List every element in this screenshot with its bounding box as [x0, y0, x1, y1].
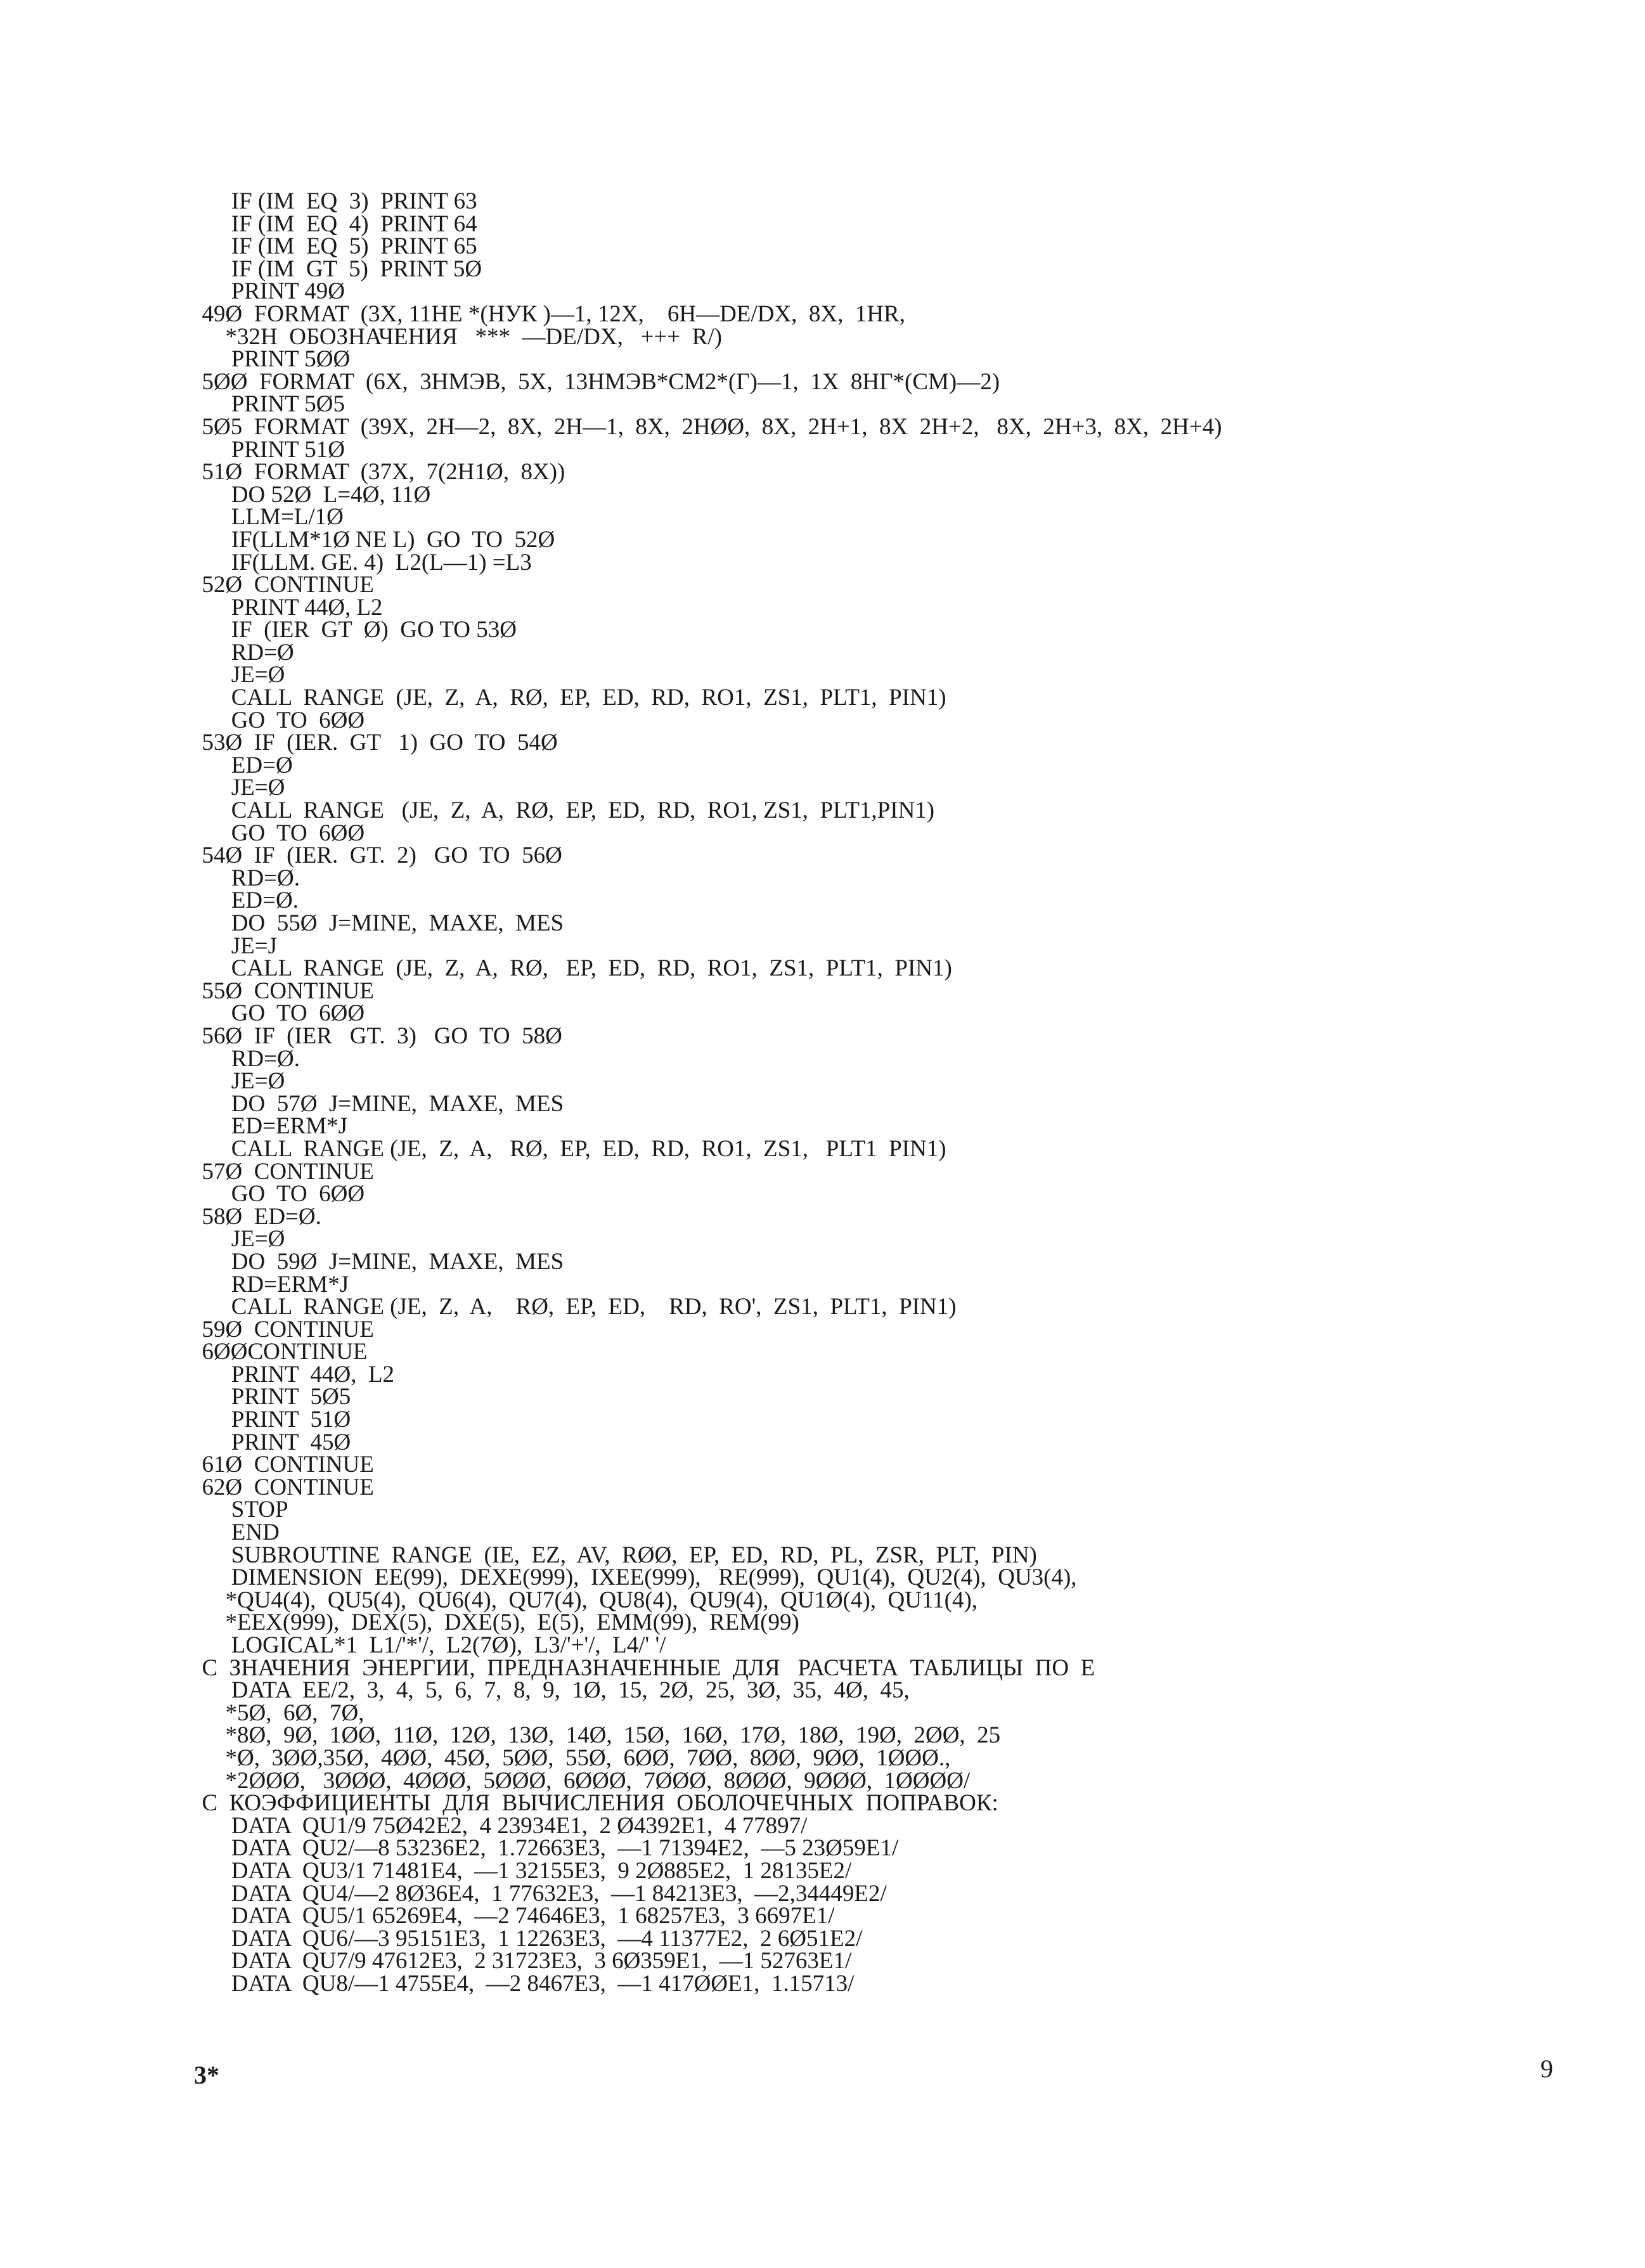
code-line: PRINT 51Ø: [190, 1407, 351, 1433]
code-line: DATA QU4/—2 8Ø36E4, 1 77632E3, —1 84213E3, —2,34449E2/: [190, 1880, 887, 1907]
code-line: 58Ø ED=Ø.: [190, 1203, 321, 1230]
code-line: RD=ERM*J: [190, 1271, 349, 1298]
code-line: PRINT 5Ø5: [190, 391, 345, 418]
code-line: 55Ø CONTINUE: [190, 977, 374, 1004]
code-line: LLM=L/1Ø: [190, 504, 344, 531]
code-line: *5Ø, 6Ø, 7Ø,: [190, 1699, 364, 1726]
code-line: *32H ОБОЗНАЧЕНИЯ *** —DE/DX, +++ R/): [190, 323, 722, 350]
code-line: GO TO 6ØØ: [190, 1000, 365, 1027]
code-line: DATA QU3/1 71481E4, —1 32155E3, 9 2Ø885E2, 1 28135E2/: [190, 1857, 852, 1884]
code-line: LOGICAL*1 L1/'*'/, L2(7Ø), L3/'+'/, L4/' '/: [190, 1632, 666, 1658]
code-line: DO 55Ø J=MINE, MAXE, MES: [190, 910, 564, 936]
code-line: END: [190, 1519, 280, 1546]
code-line: DATA QU8/—1 4755E4, —2 8467E3, —1 417ØØE1, 1.15713/: [190, 1970, 855, 1997]
code-line: GO TO 6ØØ: [190, 707, 365, 733]
code-line: *EEX(999), DEX(5), DXE(5), E(5), EMM(99), REM(99): [190, 1609, 799, 1636]
code-line: RD=Ø: [190, 639, 294, 666]
code-line: DO 57Ø J=MINE, MAXE, MES: [190, 1090, 564, 1117]
code-line: GO TO 6ØØ: [190, 820, 365, 846]
code-line: IF (IM EQ 5) PRINT 65: [190, 233, 477, 260]
code-line: 52Ø CONTINUE: [190, 572, 374, 598]
code-line: 62Ø CONTINUE: [190, 1474, 374, 1500]
code-line: JE=Ø: [190, 775, 285, 801]
code-line: DATA QU7/9 47612E3, 2 31723E3, 3 6Ø359E1, —1 52763E1/: [190, 1948, 852, 1975]
code-line: *8Ø, 9Ø, 1ØØ, 11Ø, 12Ø, 13Ø, 14Ø, 15Ø, 16Ø, 17Ø, 18Ø, 19Ø, 2ØØ, 25: [190, 1722, 1001, 1749]
code-line: С ЗНАЧЕНИЯ ЭНЕРГИИ, ПРЕДНАЗНАЧЕННЫЕ ДЛЯ РАСЧЕТА ТАБЛИЦЫ ПО Е: [190, 1654, 1095, 1681]
code-line: 49Ø FORMAT (3X, 11HE *(НУК )—1, 12X, 6H—DE/DX, 8X, 1HR,: [190, 300, 905, 327]
code-line: ED=Ø.: [190, 887, 299, 914]
code-line: IF(LLM*1Ø NE L) GO TO 52Ø: [190, 526, 555, 553]
code-line: PRINT 5ØØ: [190, 346, 351, 373]
code-line: CALL RANGE (JE, Z, A, RØ, EP, ED, RD, RO', ZS1, PLT1, PIN1): [190, 1294, 957, 1320]
fortran-listing: [190, 190, 1610, 1995]
code-line: 56Ø IF (IER GT. 3) GO TO 58Ø: [190, 1022, 562, 1049]
code-line: DATA QU5/1 65269E4, —2 74646E3, 1 68257E3, 3 6697E1/: [190, 1903, 835, 1930]
code-line: DIMENSION EE(99), DEXE(999), IXEE(999), RE(999), QU1(4), QU2(4), QU3(4),: [190, 1564, 1077, 1591]
code-line: PRINT 44Ø, L2: [190, 594, 383, 621]
code-line: JE=Ø: [190, 1068, 285, 1095]
code-line: 5Ø5 FORMAT (39X, 2H—2, 8X, 2H—1, 8X, 2HØØ, 8X, 2H+1, 8X 2H+2, 8X, 2H+3, 8X, 2H+4): [190, 413, 1222, 440]
code-line: DATA QU2/—8 53236E2, 1.72663E3, —1 71394E2, —5 23Ø59E1/: [190, 1835, 899, 1862]
code-line: IF (IM GT 5) PRINT 5Ø: [190, 255, 482, 282]
code-line: CALL RANGE (JE, Z, A, RØ, EP, ED, RD, RO1, ZS1, PLT1 PIN1): [190, 1135, 946, 1162]
code-line: DATA QU1/9 75Ø42E2, 4 23934E1, 2 Ø4392E1, 4 77897/: [190, 1812, 808, 1839]
code-line: JE=J: [190, 932, 278, 959]
page-number: 9: [1540, 2054, 1553, 2083]
code-line: 51Ø FORMAT (37X, 7(2H1Ø, 8X)): [190, 459, 565, 486]
code-line: PRINT 44Ø, L2: [190, 1361, 395, 1388]
code-line: *2ØØØ, 3ØØØ, 4ØØØ, 5ØØØ, 6ØØØ, 7ØØØ, 8ØØØ, 9ØØØ, 1ØØØØ/: [190, 1767, 971, 1794]
code-line: RD=Ø.: [190, 1045, 300, 1072]
code-line: PRINT 51Ø: [190, 436, 345, 463]
code-line: CALL RANGE (JE, Z, A, RØ, EP, ED, RD, RO1, ZS1, PLT1, PIN1): [190, 955, 952, 982]
code-line: 53Ø IF (IER. GT 1) GO TO 54Ø: [190, 730, 558, 756]
code-line: *QU4(4), QU5(4), QU6(4), QU7(4), QU8(4), QU9(4), QU1Ø(4), QU11(4),: [190, 1587, 978, 1613]
code-line: IF (IM EQ 4) PRINT 64: [190, 210, 477, 237]
code-line: 59Ø CONTINUE: [190, 1316, 374, 1343]
signature-mark: 3*: [194, 2061, 219, 2089]
code-line: PRINT 5Ø5: [190, 1384, 351, 1410]
code-line: 61Ø CONTINUE: [190, 1452, 374, 1478]
code-line: 6ØØCONTINUE: [190, 1339, 368, 1365]
code-line: DATA QU6/—3 95151E3, 1 12263E3, —4 11377E2, 2 6Ø51E2/: [190, 1925, 863, 1952]
code-line: *Ø, 3ØØ,35Ø, 4ØØ, 45Ø, 5ØØ, 55Ø, 6ØØ, 7ØØ, 8ØØ, 9ØØ, 1ØØØ.,: [190, 1744, 951, 1771]
code-line: DO 52Ø L=4Ø, 11Ø: [190, 481, 431, 508]
code-line: IF (IER GT Ø) GO TO 53Ø: [190, 617, 517, 643]
code-line: ED=Ø: [190, 752, 293, 778]
code-line: PRINT 45Ø: [190, 1429, 351, 1455]
code-line: ED=ERM*J: [190, 1113, 348, 1140]
code-line: С КОЭФФИЦИЕНТЫ ДЛЯ ВЫЧИСЛЕНИЯ ОБОЛОЧЕЧНЫХ ПОПРАВОК:: [190, 1790, 998, 1817]
code-line: RD=Ø.: [190, 865, 300, 891]
code-line: GO TO 6ØØ: [190, 1181, 365, 1208]
code-line: SUBROUTINE RANGE (IE, EZ, AV, RØØ, EP, ED, RD, PL, ZSR, PLT, PIN): [190, 1542, 1037, 1568]
code-line: JE=Ø: [190, 1226, 285, 1253]
code-line: CALL RANGE (JE, Z, A, RØ, EP, ED, RD, RO1, ZS1, PLT1, PIN1): [190, 685, 946, 711]
code-line: 57Ø CONTINUE: [190, 1158, 374, 1185]
code-line: STOP: [190, 1497, 288, 1523]
code-line: IF(LLM. GE. 4) L2(L—1) =L3: [190, 549, 532, 576]
code-line: CALL RANGE (JE, Z, A, RØ, EP, ED, RD, RO1, ZS1, PLT1,PIN1): [190, 797, 935, 824]
code-line: JE=Ø: [190, 662, 285, 688]
code-line: PRINT 49Ø: [190, 278, 345, 305]
code-line: 5ØØ FORMAT (6X, 3НМЭВ, 5X, 13НМЭВ*СМ2*(Г)—1, 1X 8НГ*(СМ)—2): [190, 368, 1000, 395]
code-line: IF (IM EQ 3) PRINT 63: [190, 188, 477, 214]
code-line: DATA EE/2, 3, 4, 5, 6, 7, 8, 9, 1Ø, 15, 2Ø, 25, 3Ø, 35, 4Ø, 45,: [190, 1677, 910, 1704]
code-line: 54Ø IF (IER. GT. 2) GO TO 56Ø: [190, 842, 562, 869]
code-line: DO 59Ø J=MINE, MAXE, MES: [190, 1248, 564, 1275]
